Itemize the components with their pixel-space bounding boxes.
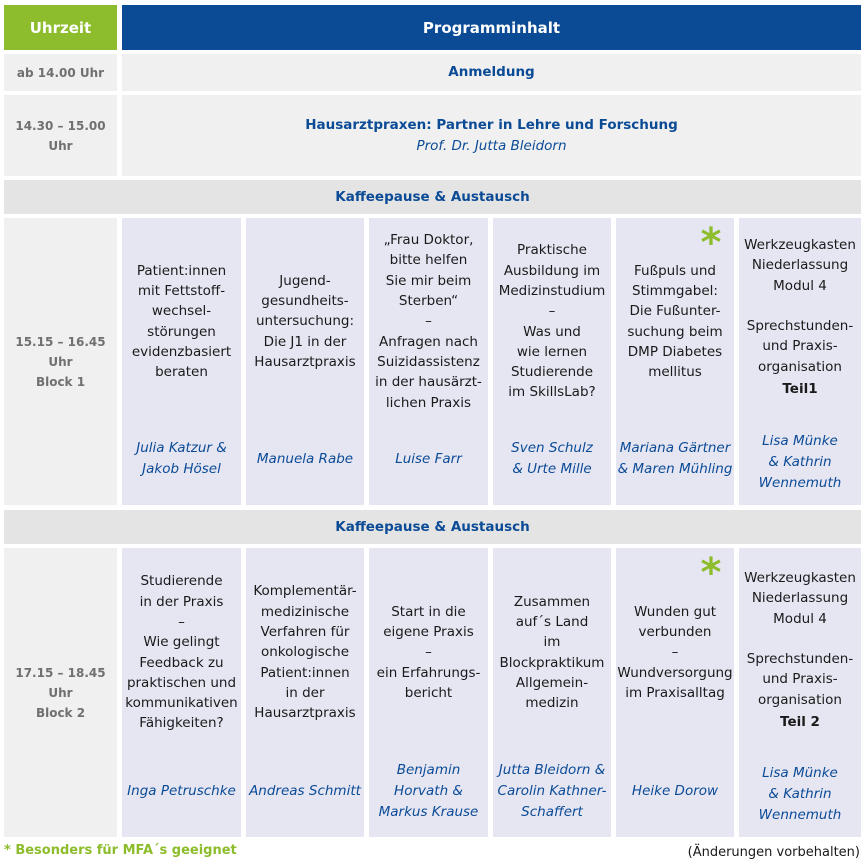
session-title-text: Zusammen auf´s Land im Blockpraktikum Allgemein- medizin [499, 593, 605, 712]
session-speaker: Mariana Gärtner & Maren Mühling [617, 440, 733, 477]
session-speaker: Manuela Rabe [256, 450, 354, 467]
coffee-break-2 [4, 510, 861, 544]
session-speaker: Julia Katzur & Jakob Hösel [136, 440, 227, 477]
session-title [493, 548, 611, 757]
session-title-text: Wunden gut verbunden – Wundversorgung im Praxisalltag [617, 603, 733, 701]
mfa-footnote: * Besonders für MFA´s geeignet [4, 843, 237, 858]
session-title-text: Studierende in der Praxis – Wie gelingt Feedback zu praktischen und kommunikativen Fähigkeiten? [125, 573, 238, 732]
session-title [493, 218, 611, 425]
session-title-text: Praktische Ausbildung im Medizinstudium – Was und wie lernen Studierende im SkillsLab? [498, 242, 606, 401]
block1-session-5 [616, 218, 734, 505]
session-title-text: Patient:innen mit Fettstoff- wechsel- störungen evidenzbasiert beraten [131, 262, 232, 381]
block1-session-2 [246, 218, 364, 505]
header-time: Uhrzeit [4, 5, 117, 50]
block1-time-label: 15.15 – 16.45 Uhr [15, 334, 106, 369]
block2-session-4 [493, 548, 611, 837]
mfa-star-icon: * [700, 220, 722, 266]
block2-label: Block 2 [35, 705, 86, 720]
block1-session-4 [493, 218, 611, 505]
session-title [369, 548, 488, 757]
session-part-label: Teil1 [782, 381, 818, 398]
keynote-time [4, 95, 117, 176]
session-title-text: Jugend- gesundheits- untersuchung: Die J1 in der Hausarztpraxis [254, 272, 356, 370]
block2-session-1 [122, 548, 241, 837]
block2-time-label: 17.15 – 18.45 Uhr [15, 665, 106, 700]
coffee-break-1-label: Kaffeepause & Austausch [335, 188, 530, 205]
session-title [246, 218, 364, 425]
session-title [739, 218, 861, 425]
session-title [122, 218, 241, 425]
session-speaker: Luise Farr [395, 450, 462, 467]
coffee-break-2-label: Kaffeepause & Austausch [335, 518, 530, 535]
session-speaker: Heike Dorow [631, 782, 719, 799]
session-title [739, 548, 861, 757]
session-title-text: Start in die eigene Praxis – ein Erfahrungs- bericht [376, 603, 481, 701]
block2-session-3 [369, 548, 488, 837]
mfa-star-icon: * [700, 550, 722, 596]
registration-title: Anmeldung [448, 64, 535, 80]
block2-session-6 [739, 548, 861, 837]
session-title [616, 218, 734, 425]
block1-session-1 [122, 218, 241, 505]
registration-time [4, 54, 117, 91]
block2-session-2 [246, 548, 364, 837]
session-speaker: Inga Petruschke [127, 782, 236, 799]
session-title-text: „Frau Doktor, bitte helfen Sie mir beim Sterben“ – Anfragen nach Suizidassistenz in der hausärzt- lichen Praxis [375, 232, 482, 411]
session-title-text: Werkzeugkasten Niederlassung Modul 4 Sprechstunden- und Praxis- organisation [744, 237, 856, 375]
session-speaker: Sven Schulz & Urte Mille [511, 440, 593, 477]
keynote-cell [122, 95, 861, 176]
keynote-speaker: Prof. Dr. Jutta Bleidorn [416, 137, 567, 154]
session-speaker: Lisa Münke & Kathrin Wennemuth [758, 764, 842, 823]
session-title [246, 548, 364, 757]
registration-time-label: ab 14.00 Uhr [16, 65, 105, 80]
header-program: Programminhalt [122, 5, 861, 50]
session-speaker: Jutta Bleidorn & Carolin Kathner- Schaffert [497, 761, 607, 820]
session-title [369, 218, 488, 425]
session-title-text: Fußpuls und Stimmgabel: Die Fußunter- suchung beim DMP Diabetes mellitus [627, 262, 723, 381]
keynote-time-label: 14.30 – 15.00 Uhr [15, 118, 106, 153]
session-part-label: Teil 2 [780, 714, 820, 731]
session-title-text: Komplementär- medizinische Verfahren für onkologische Patient:innen in der Hausarztpraxis [253, 583, 357, 722]
session-speaker: Benjamin Horvath & Markus Krause [378, 761, 479, 820]
changes-disclaimer: (Änderungen vorbehalten) [687, 845, 860, 860]
session-title [122, 548, 241, 757]
block2-session-5 [616, 548, 734, 837]
keynote-title: Hausarztpraxen: Partner in Lehre und Forschung [305, 116, 678, 133]
block2-time [4, 548, 117, 837]
session-title-text: Werkzeugkasten Niederlassung Modul 4 Sprechstunden- und Praxis- organisation [744, 570, 856, 708]
session-speaker: Lisa Münke & Kathrin Wennemuth [758, 432, 842, 491]
registration-cell [122, 54, 861, 91]
block1-session-6 [739, 218, 861, 505]
session-title [616, 548, 734, 757]
block1-time [4, 218, 117, 505]
session-speaker: Andreas Schmitt [249, 782, 361, 799]
coffee-break-1 [4, 180, 861, 214]
block1-label: Block 1 [35, 374, 86, 389]
block1-session-3 [369, 218, 488, 505]
